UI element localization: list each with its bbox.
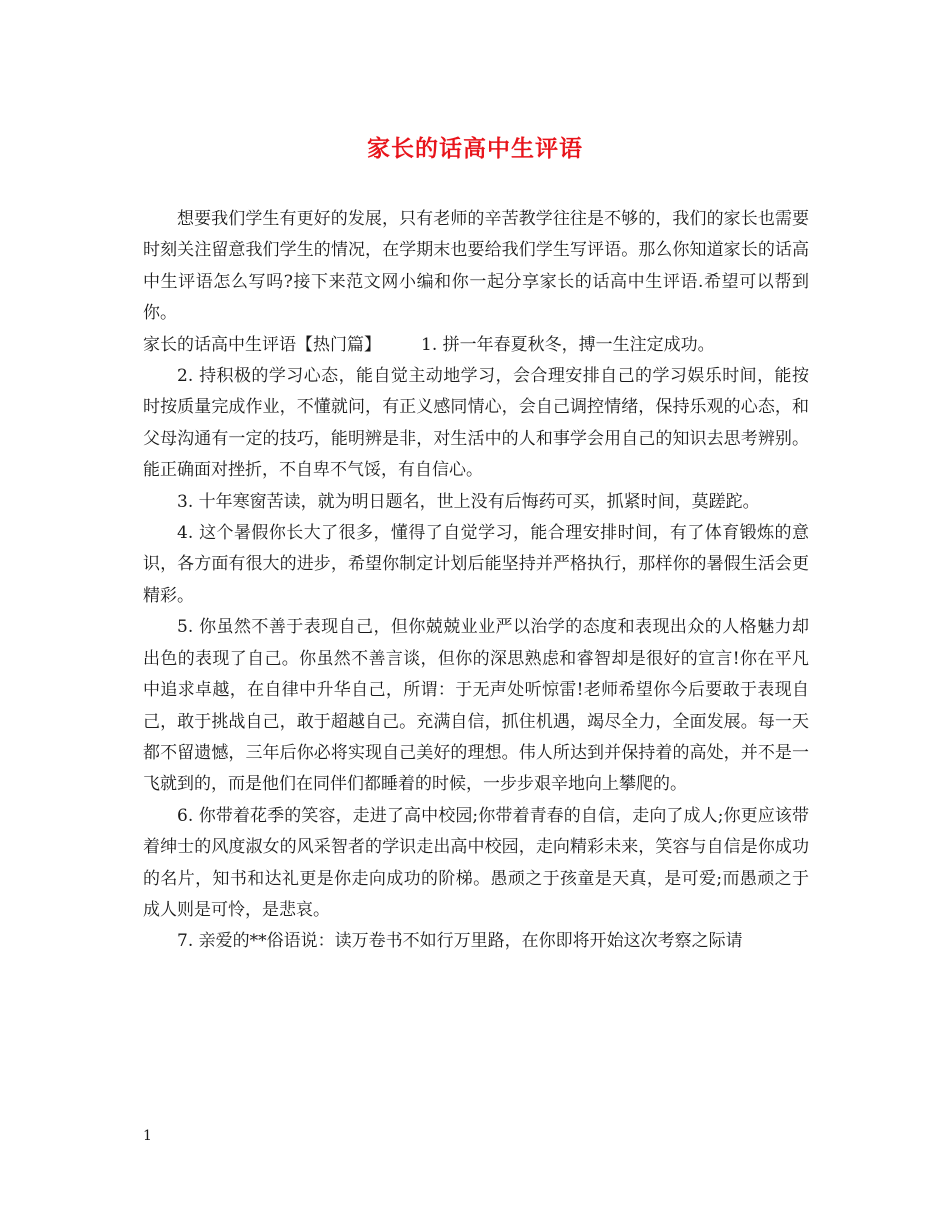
page-number: 1 <box>143 1128 152 1144</box>
section-heading: 家长的话高中生评语【热门篇】 <box>143 334 381 355</box>
intro-paragraph: 想要我们学生有更好的发展，只有老师的辛苦教学往往是不够的，我们的家长也需要时刻关注留意我们学生的情况，在学期末也要给我们学生写评语。那么你知道家长的话高中生评语怎么写吗?接下来范文网小编和你一起分享家长的话高中生评语.希望可以帮到你。 <box>143 209 809 324</box>
list-item-3: 3. 十年寒窗苦读，就为明日题名，世上没有后悔药可买，抓紧时间，莫蹉跎。 <box>177 491 760 512</box>
list-item-5: 5. 你虽然不善于表现自己，但你兢兢业业严以治学的态度和表现出众的人格魅力却出色的表现了自己。你虽然不善言谈，但你的深思熟虑和睿智却是很好的宣言!你在平凡中追求卓越，在自律中升华自己，所谓：于无声处听惊雷!老师希望你今后要敢于表现自己，敢于挑战自己，敢于超越自己。充满自信，抓住机遇，竭尽全力，全面发展。每一天都不留遗憾，三年后你必将实现自己美好的理想。伟人所达到并保持着的高处，并不是一飞就到的，而是他们在同伴们都睡着的时候，一步步艰辛地向上攀爬的。 <box>143 617 809 795</box>
list-item-7: 7. 亲爱的**俗语说：读万卷书不如行万里路，在你即将开始这次考察之际请 <box>177 931 743 952</box>
list-item-4: 4. 这个暑假你长大了很多，懂得了自觉学习，能合理安排时间，有了体育锻炼的意识，各方面有很大的进步，希望你制定计划后能坚持并严格执行，那样你的暑假生活会更精彩。 <box>143 523 809 606</box>
list-item-6: 6. 你带着花季的笑容，走进了高中校园;你带着青春的自信，走向了成人;你更应该带着绅士的风度淑女的风采智者的学识走出高中校园，走向精彩未来，笑容与自信是你成功的名片，知书和达礼更是你走向成功的阶梯。愚顽之于孩童是天真，是可爱;而愚顽之于成人则是可怜，是悲哀。 <box>143 805 809 920</box>
document-body <box>143 204 809 958</box>
list-item-2: 2. 持积极的学习心态，能自觉主动地学习，会合理安排自己的学习娱乐时间，能按时按质量完成作业，不懂就问，有正义感同情心，会自己调控情绪，保持乐观的心态，和父母沟通有一定的技巧，能明辨是非，对生活中的人和事学会用自己的知识去思考辨别。能正确面对挫折，不自卑不气馁，有自信心。 <box>143 366 809 481</box>
list-item-1: 1. 拼一年春夏秋冬，搏一生注定成功。 <box>421 334 715 355</box>
document-title: 家长的话高中生评语 <box>367 135 583 162</box>
section-heading-line <box>143 330 809 361</box>
